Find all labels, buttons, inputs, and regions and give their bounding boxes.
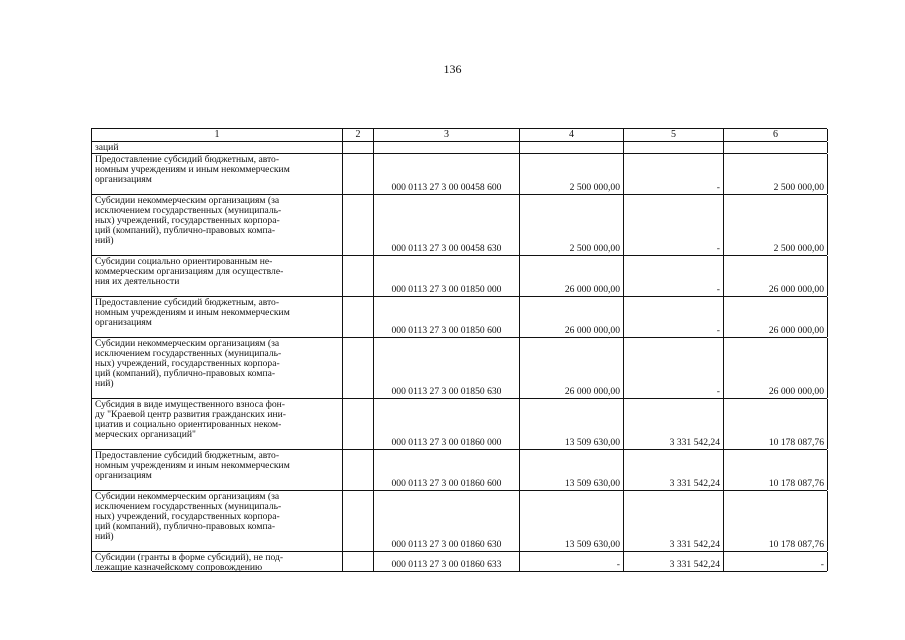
- table-row: [92, 195, 827, 256]
- description-line: Субсидии социально ориентированным не-: [95, 256, 273, 267]
- row-col-6-amount-value: 26 000 000,00: [768, 386, 824, 397]
- table-row: [92, 256, 827, 297]
- row-col-2: [343, 297, 374, 337]
- description-line: ций (компаний), публично-правовых компа-: [95, 225, 276, 236]
- row-col-4-amount-value: 26 000 000,00: [564, 325, 620, 336]
- row-col-6-amount-value: 10 178 087,76: [768, 539, 824, 550]
- description-line: лежащие казначейскому сопровождению: [95, 562, 263, 573]
- row-col-4-amount-value: 26 000 000,00: [564, 284, 620, 295]
- budget-table: [91, 128, 827, 571]
- row-col-4-amount: [520, 552, 624, 571]
- row-budget-code: [374, 450, 520, 490]
- row-budget-code-value: 000 0113 27 3 00 00458 600: [391, 182, 502, 193]
- row-budget-code: [374, 195, 520, 255]
- row-col-5-amount: [624, 256, 724, 296]
- description-line: Субсидия в виде имущественного взноса фон-: [95, 399, 285, 410]
- row-col-4-amount: [520, 154, 624, 194]
- description-line: номным учреждениям и иным некоммерческим: [95, 164, 290, 175]
- row-col-2: [343, 256, 374, 296]
- row-col-5-amount-value: 3 331 542,24: [669, 478, 720, 489]
- row-budget-code: [374, 297, 520, 337]
- table-row: [92, 399, 827, 450]
- table-row: [92, 142, 827, 154]
- row-description: [92, 399, 343, 449]
- row-col-5-amount: [624, 154, 724, 194]
- row-budget-code: [374, 552, 520, 571]
- table-row: [92, 552, 827, 572]
- table-row: [92, 338, 827, 399]
- row-description: [92, 450, 343, 490]
- row-col-6-amount: [724, 142, 828, 153]
- row-col-4-amount-value: 26 000 000,00: [564, 386, 620, 397]
- row-budget-code-value: 000 0113 27 3 00 01860 600: [391, 478, 502, 489]
- row-col-5-amount-value: -: [716, 386, 720, 397]
- description-line: ний): [95, 531, 114, 542]
- row-col-2: [343, 154, 374, 194]
- description-line: ний): [95, 378, 114, 389]
- row-description: [92, 195, 343, 255]
- row-col-5-amount: [624, 297, 724, 337]
- row-budget-code-value: 000 0113 27 3 00 01860 000: [391, 437, 502, 448]
- row-budget-code-value: 000 0113 27 3 00 00458 630: [391, 243, 502, 254]
- row-col-2: [343, 399, 374, 449]
- description-line: ния их деятельности: [95, 276, 180, 287]
- row-col-5-amount: [624, 450, 724, 490]
- description-line: организациям: [95, 174, 152, 185]
- table-header-row: [92, 129, 827, 142]
- row-col-6-amount: [724, 399, 828, 449]
- row-budget-code: [374, 399, 520, 449]
- row-budget-code-value: 000 0113 27 3 00 01850 600: [391, 325, 502, 336]
- row-budget-code: [374, 154, 520, 194]
- table-row: [92, 154, 827, 195]
- row-col-5-amount: [624, 491, 724, 551]
- description-line: Предоставление субсидий бюджетным, авто-: [95, 450, 280, 461]
- description-line: ных) учреждений, государственных корпора-: [95, 358, 280, 369]
- row-col-6-amount-value: 26 000 000,00: [768, 325, 824, 336]
- row-col-5-amount-value: -: [716, 182, 720, 193]
- row-col-4-amount: [520, 338, 624, 398]
- row-col-5-amount: [624, 552, 724, 571]
- description-line: Субсидии некоммерческим организациям (за: [95, 491, 280, 502]
- description-line: ных) учреждений, государственных корпора-: [95, 215, 280, 226]
- row-col-4-amount-value: 13 509 630,00: [564, 539, 620, 550]
- description-line: Субсидии некоммерческим организациям (за: [95, 195, 280, 206]
- description-line: Предоставление субсидий бюджетным, авто-: [95, 297, 280, 308]
- row-col-4-amount-value: -: [616, 559, 620, 570]
- row-description: [92, 552, 343, 571]
- row-col-5-amount: [624, 195, 724, 255]
- description-line: ний): [95, 235, 114, 246]
- description-line: ций (компаний), публично-правовых компа-: [95, 368, 276, 379]
- description-line: организациям: [95, 470, 152, 481]
- description-line: исключением государственных (муниципаль-: [95, 501, 282, 512]
- row-col-6-amount-value: 2 500 000,00: [773, 243, 824, 254]
- row-col-5-amount: [624, 142, 724, 153]
- row-col-6-amount: [724, 154, 828, 194]
- description-line: Субсидии (гранты в форме субсидий), не под-: [95, 552, 284, 563]
- description-line: заций: [95, 142, 119, 153]
- row-col-6-amount: [724, 195, 828, 255]
- row-col-4-amount: [520, 399, 624, 449]
- row-col-2: [343, 338, 374, 398]
- row-col-4-amount: [520, 195, 624, 255]
- row-col-6-amount-value: -: [820, 559, 824, 570]
- row-description: [92, 142, 343, 153]
- header-col-2: 2: [343, 129, 374, 141]
- row-col-5-amount: [624, 399, 724, 449]
- description-line: ных) учреждений, государственных корпора-: [95, 511, 280, 522]
- row-budget-code-value: 000 0113 27 3 00 01860 633: [391, 559, 502, 570]
- row-col-6-amount-value: 2 500 000,00: [773, 182, 824, 193]
- description-line: номным учреждениям и иным некоммерческим: [95, 460, 290, 471]
- row-col-4-amount: [520, 297, 624, 337]
- row-col-6-amount: [724, 256, 828, 296]
- row-description: [92, 154, 343, 194]
- row-col-6-amount: [724, 491, 828, 551]
- row-description: [92, 256, 343, 296]
- description-line: ду "Краевой центр развития гражданских ини-: [95, 409, 286, 420]
- row-col-6-amount-value: 10 178 087,76: [768, 478, 824, 489]
- row-col-6-amount: [724, 450, 828, 490]
- row-col-2: [343, 552, 374, 571]
- description-line: исключением государственных (муниципаль-: [95, 348, 282, 359]
- row-col-6-amount: [724, 338, 828, 398]
- row-col-6-amount: [724, 552, 828, 571]
- row-col-5-amount-value: 3 331 542,24: [669, 437, 720, 448]
- row-budget-code-value: 000 0113 27 3 00 01860 630: [391, 539, 502, 550]
- description-line: Субсидии некоммерческим организациям (за: [95, 338, 280, 349]
- table-row: [92, 297, 827, 338]
- row-col-5-amount-value: 3 331 542,24: [669, 559, 720, 570]
- row-col-5-amount: [624, 338, 724, 398]
- description-line: циатив и социально ориентированных неком-: [95, 419, 282, 430]
- row-col-5-amount-value: 3 331 542,24: [669, 539, 720, 550]
- description-line: ций (компаний), публично-правовых компа-: [95, 521, 276, 532]
- row-col-4-amount-value: 2 500 000,00: [569, 243, 620, 254]
- description-line: исключением государственных (муниципаль-: [95, 205, 282, 216]
- row-col-4-amount-value: 13 509 630,00: [564, 478, 620, 489]
- row-col-5-amount-value: -: [716, 243, 720, 254]
- row-col-6-amount-value: 10 178 087,76: [768, 437, 824, 448]
- row-budget-code-value: 000 0113 27 3 00 01850 630: [391, 386, 502, 397]
- description-line: номным учреждениям и иным некоммерческим: [95, 307, 290, 318]
- header-col-5: 5: [624, 129, 724, 141]
- description-line: Предоставление субсидий бюджетным, авто-: [95, 154, 280, 165]
- row-description: [92, 338, 343, 398]
- row-col-4-amount: [520, 142, 624, 153]
- row-col-4-amount-value: 13 509 630,00: [564, 437, 620, 448]
- row-col-4-amount: [520, 450, 624, 490]
- description-line: коммерческим организациям для осуществле-: [95, 266, 284, 277]
- row-col-5-amount-value: -: [716, 284, 720, 295]
- header-col-4: 4: [520, 129, 624, 141]
- row-description: [92, 297, 343, 337]
- row-budget-code: [374, 338, 520, 398]
- row-col-4-amount-value: 2 500 000,00: [569, 182, 620, 193]
- row-col-4-amount: [520, 491, 624, 551]
- row-col-6-amount: [724, 297, 828, 337]
- header-col-1: 1: [92, 129, 343, 141]
- row-col-2: [343, 142, 374, 153]
- page-number: 136: [443, 62, 462, 76]
- row-budget-code-value: 000 0113 27 3 00 01850 000: [391, 284, 502, 295]
- header-col-6: 6: [724, 129, 828, 141]
- row-col-2: [343, 491, 374, 551]
- row-col-6-amount-value: 26 000 000,00: [768, 284, 824, 295]
- row-col-2: [343, 450, 374, 490]
- table-row: [92, 491, 827, 552]
- row-col-5-amount-value: -: [716, 325, 720, 336]
- header-col-3: 3: [374, 129, 520, 141]
- row-description: [92, 491, 343, 551]
- row-col-4-amount: [520, 256, 624, 296]
- description-line: мерческих организаций": [95, 429, 196, 440]
- description-line: организациям: [95, 317, 152, 328]
- table-row: [92, 450, 827, 491]
- row-budget-code: [374, 491, 520, 551]
- row-budget-code: [374, 256, 520, 296]
- row-col-2: [343, 195, 374, 255]
- row-budget-code: [374, 142, 520, 153]
